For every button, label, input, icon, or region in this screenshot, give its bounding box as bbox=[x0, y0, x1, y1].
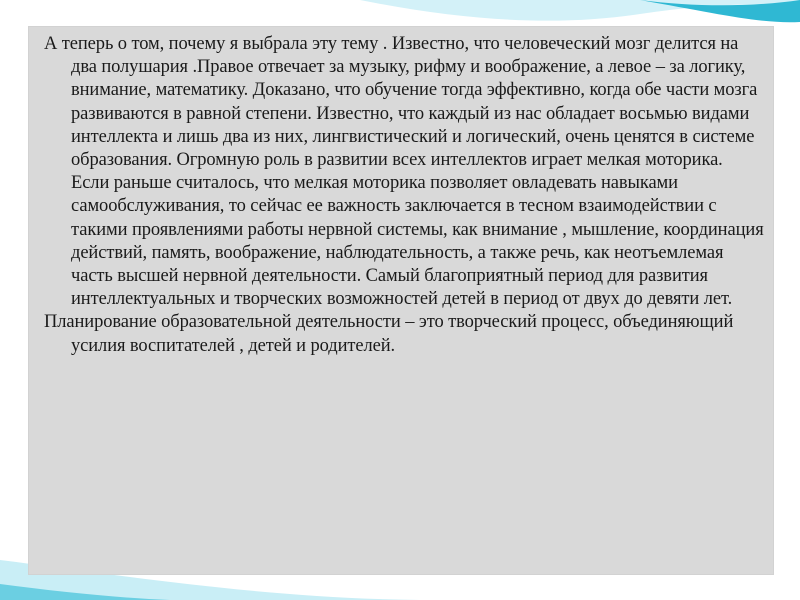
paragraph-1: А теперь о том, почему я выбрала эту тему . Известно, что человеческий мозг делится на два полушария .Правое отвечает за музыку, рифму и воображение, а левое – за логику, внимание, математику. Доказано, что обучение тогда эффективно, когда обе части мозга развиваются в равной степени. Известно, что каждый из нас обладает восьмью видами интеллекта и лишь два из них, лингвистический и логический, очень ценятся в системе образования. Огромную роль в развитии всех интеллектов играет мелкая моторика. Если раньше считалось, что мелкая моторика позволяет овладевать навыками самообслуживания, то сейчас ее важность заключается в тесном взаимодействии с такими проявлениями работы нервной системы, как внимание , мышление, координация действий, память, воображение, наблюдательность, а также речь, как неотъемлемая часть высшей нервной деятельности. Самый благоприятный период для развития интеллектуальных и творческих возможностей детей в период от двух до девяти лет. bbox=[44, 34, 764, 310]
paragraph-2: Планирование образовательной деятельности – это творческий процесс, объединяющий усилия воспитателей , детей и родителей. bbox=[44, 312, 734, 356]
slide-text bbox=[44, 33, 764, 358]
